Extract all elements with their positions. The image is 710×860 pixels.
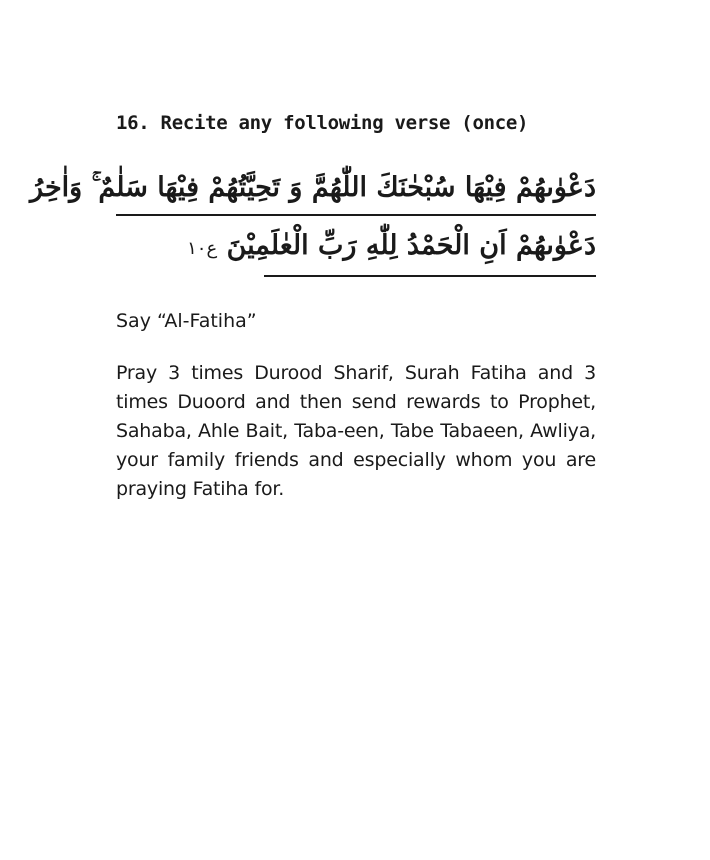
say-fatiha-line: Say “Al-Fatiha” [116,310,257,332]
arabic-verse-line-2-text: دَعْوٰىهُمْ اَنِ الْحَمْدُ لِلّٰهِ رَبِّ الْعٰلَمِيْنَ [226,230,596,261]
section-heading: 16. Recite any following verse (once) [116,112,529,134]
page-content [30,108,596,504]
instructions-paragraph: Pray 3 times Durood Sharif, Surah Fatiha and 3 times Duoord and then send rewards to Prophet, Sahaba, Ahle Bait, Taba-een, Tabe Tabaeen, Awliya, your family friends and especially whom you are praying Fatiha for. [116,362,596,500]
arabic-verse-line-1: دَعْوٰىهُمْ فِيْهَا سُبْحٰنَكَ اللّٰهُمَّ وَ تَحِيَّتُهُمْ فِيْهَا سَلٰمٌ ۚ وَاٰخِرُ [116,164,596,216]
ayah-marker: ع١٠ [187,238,218,259]
arabic-verse [30,164,596,277]
arabic-verse-line-2 [187,222,596,277]
